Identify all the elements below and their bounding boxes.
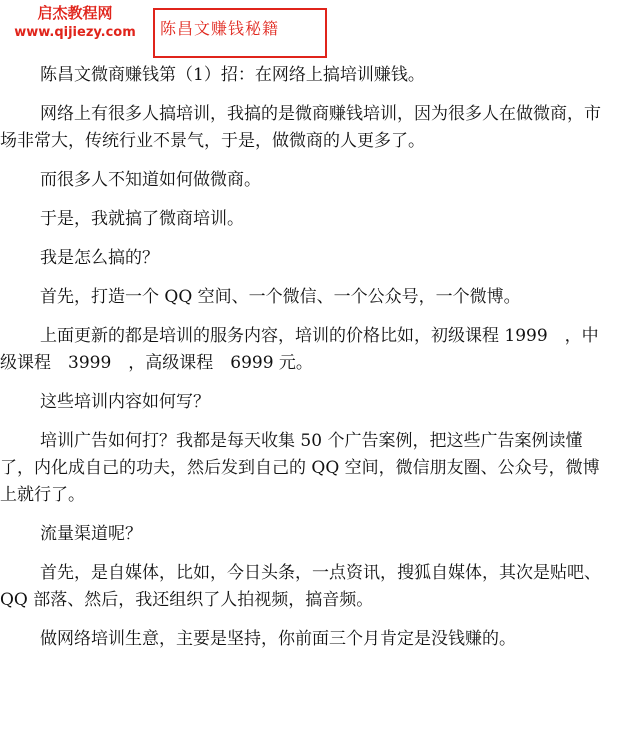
paragraph-4: 于是，我就搞了微商培训。 (40, 209, 244, 229)
paragraph-11: 首先，是自媒体，比如，今日头条，一点资讯，搜狐自媒体，其次是贴吧、QQ 部落、然后，我还组织了人拍视频，搞音频。 (0, 563, 601, 610)
paragraph-6: 首先，打造一个 QQ 空间、一个微信、一个公众号，一个微博。 (40, 287, 521, 307)
paragraph-7: 上面更新的都是培训的服务内容，培训的价格比如，初级课程 1999 ，中级课程 3999 ，高级课程 6999 元。 (0, 326, 599, 373)
watermark-site-name: 启杰教程网 (37, 4, 113, 22)
paragraph-3: 而很多人不知道如何做微商。 (40, 170, 261, 190)
paragraph-2: 网络上有很多人搞培训，我搞的是微商赚钱培训，因为很多人在做微商，市场非常大，传统行业不景气，于是，做微商的人更多了。 (0, 104, 601, 151)
document-title-box (153, 8, 327, 58)
paragraph-9: 培训广告如何打？我都是每天收集 50 个广告案例，把这些广告案例读懂了，内化成自己的功夫，然后发到自己的 QQ 空间，微信朋友圈、公众号，微博上就行了。 (0, 431, 600, 505)
watermark-site-url: www.qijiezy.com (14, 25, 136, 40)
site-watermark (0, 0, 150, 41)
document-body (0, 62, 612, 653)
paragraph-8: 这些培训内容如何写？ (40, 392, 210, 412)
paragraph-12: 做网络培训生意，主要是坚持，你前面三个月肯定是没钱赚的。 (40, 629, 516, 649)
paragraph-1: 陈昌文微商赚钱第（1）招：在网络上搞培训赚钱。 (40, 65, 425, 85)
paragraph-10: 流量渠道呢？ (40, 524, 142, 544)
paragraph-5: 我是怎么搞的？ (40, 248, 159, 268)
document-title: 陈昌文赚钱秘籍 (160, 19, 280, 38)
